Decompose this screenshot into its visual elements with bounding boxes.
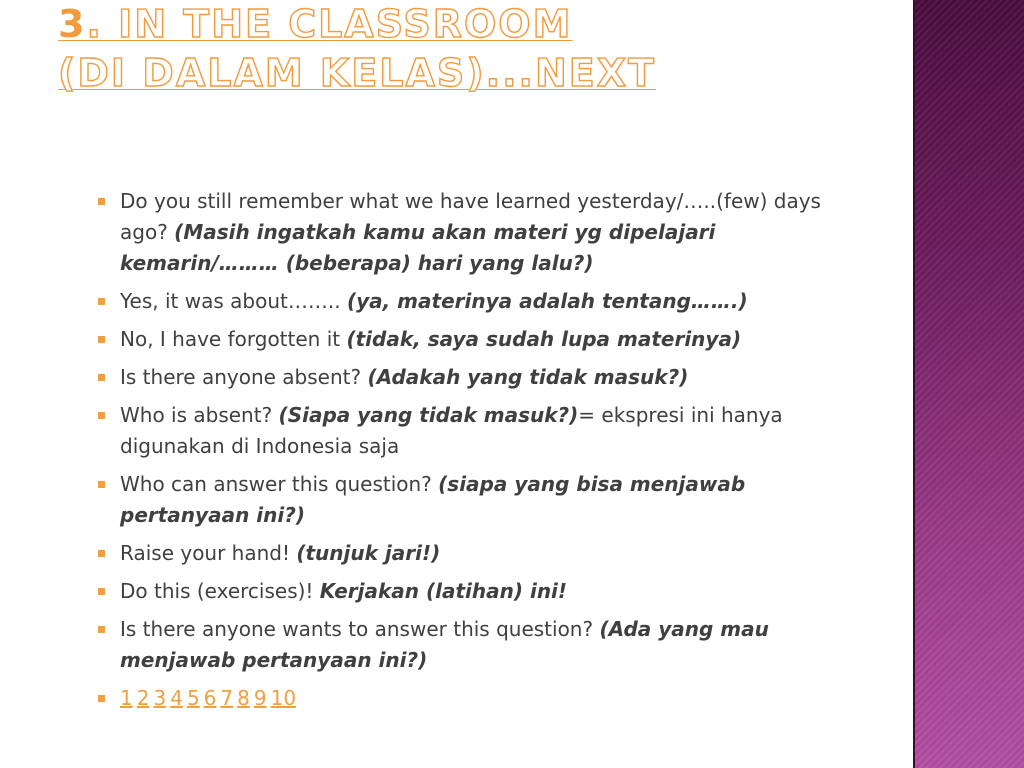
bullet-marker [98, 550, 105, 557]
bullet-translation: (Ada yang mau menjawab pertanyaan ini?) [120, 617, 769, 672]
bullet-translation: (Masih ingatkah kamu akan materi yg dipelajari kemarin/……… (beberapa) hari yang lalu?) [120, 220, 716, 275]
bullet-item [96, 538, 856, 569]
pager-link-8[interactable]: 8 [237, 686, 250, 710]
bullet-translation: (siapa yang bisa menjawab pertanyaan ini?) [120, 472, 746, 527]
bullet-item [96, 324, 856, 355]
bullet-marker [98, 298, 105, 305]
pager-link-5[interactable]: 5 [186, 686, 200, 710]
bullet-translation: (Adakah yang tidak masuk?) [367, 365, 689, 389]
bullet-translation: Kerjakan (latihan) ini! [319, 579, 568, 603]
bullet-text: No, I have forgotten it [120, 327, 347, 351]
bullet-text: Who can answer this question? [120, 472, 439, 496]
bullet-translation: (Siapa yang tidak masuk?) [278, 403, 579, 427]
slide-title [58, 0, 898, 98]
pager-link-1[interactable]: 1 [120, 686, 133, 710]
bullet-text: Raise your hand! [120, 541, 297, 565]
pager-link-2[interactable]: 2 [136, 686, 150, 710]
bullet-marker [98, 374, 105, 381]
bullet-translation: (tunjuk jari!) [296, 541, 441, 565]
pager-link-7[interactable]: 7 [220, 686, 234, 710]
bullet-text: Is there anyone wants to answer this question? [120, 617, 600, 641]
pager-link-4[interactable]: 4 [170, 686, 183, 710]
title-line-2-text: (DI DALAM KELAS)...NEXT [58, 51, 656, 95]
bullet-text: Do you still remember what we have learned yesterday/…..(few) days ago? [120, 189, 821, 244]
bullet-text: Is there anyone absent? [120, 365, 368, 389]
decorative-side-band [913, 0, 1024, 768]
bullet-item [96, 186, 856, 279]
bullet-translation: (tidak, saya sudah lupa materinya) [346, 327, 742, 351]
pager-link-10[interactable]: 10 [270, 686, 297, 710]
bullet-item [96, 400, 856, 462]
bullet-marker [98, 336, 105, 343]
title-line-1-text: . IN THE CLASSROOM [86, 2, 573, 46]
bullet-marker [98, 481, 105, 488]
bullet-marker [98, 412, 105, 419]
bullet-marker [98, 588, 105, 595]
bullet-item [96, 576, 856, 607]
bullet-marker [98, 198, 105, 205]
bullet-text: Do this (exercises)! [120, 579, 320, 603]
bullet-item [96, 469, 856, 531]
bullet-marker [98, 695, 105, 702]
bullet-item [96, 614, 856, 676]
pager-link-9[interactable]: 9 [253, 686, 267, 710]
title-line-2 [58, 49, 898, 98]
bullet-marker [98, 626, 105, 633]
bullet-text: Yes, it was about…….. [120, 289, 347, 313]
bullet-text: Who is absent? [120, 403, 279, 427]
title-number: 3 [58, 2, 87, 46]
pager-link-3[interactable]: 3 [153, 686, 167, 710]
bullet-translation: (ya, materinya adalah tentang…….) [346, 289, 748, 313]
bullet-list [96, 186, 856, 721]
title-line-1 [58, 0, 898, 49]
pager-link-6[interactable]: 6 [203, 686, 217, 710]
bullet-item [96, 362, 856, 393]
bullet-item [96, 286, 856, 317]
slide-pager [96, 683, 856, 714]
bullet-note: = ekspresi ini hanya digunakan di Indonesia saja [120, 403, 783, 458]
